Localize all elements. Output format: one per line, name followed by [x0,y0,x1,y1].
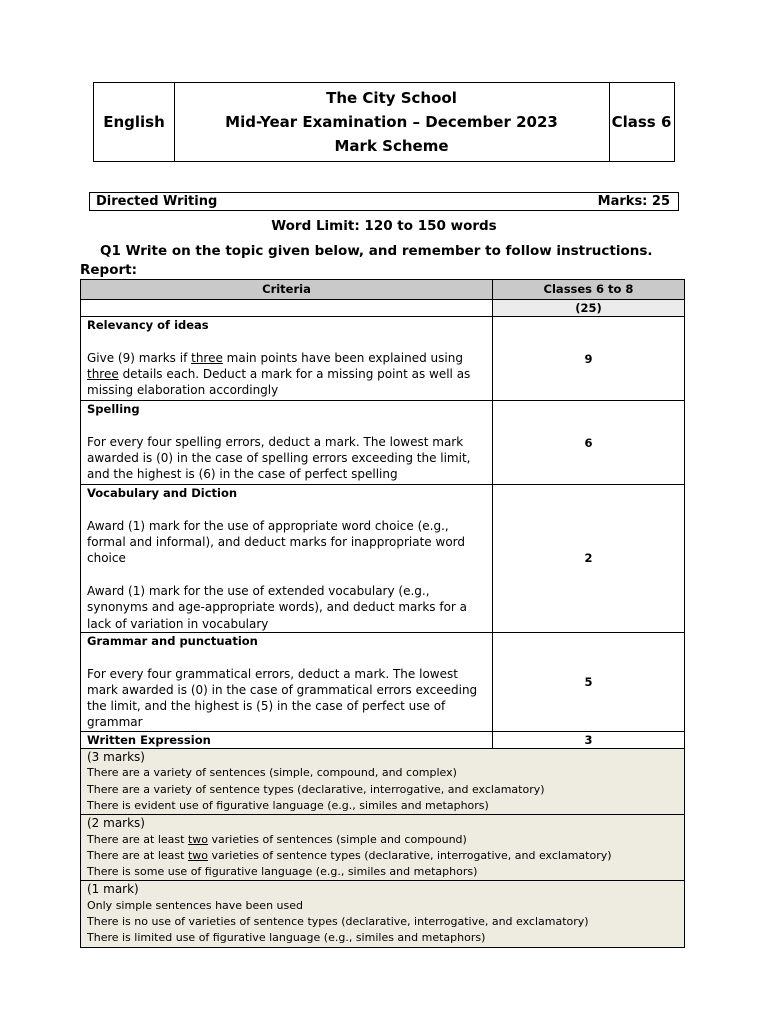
criterion-description: Award (1) mark for the use of extended vocabulary (e.g., synonyms and age-appropriate words), and deduct marks for a lack of variation in vocabulary [87,584,468,631]
band-line: There are a variety of sentences (simple, compound, and complex) [87,766,457,780]
criterion-mark: 9 [493,317,685,401]
band-line: There is no use of varieties of sentence types (declarative, interrogative, and exclamatory) [87,915,589,929]
line-part: There are at least [87,832,188,846]
criteria-header: Criteria [81,280,493,300]
rubric-table [80,279,685,948]
criterion-mark: 6 [493,401,685,485]
band-row [81,881,685,947]
table-row [81,731,685,748]
exam-header [93,82,675,162]
report-label: Report: [80,262,137,278]
band-cell [81,881,685,947]
criterion-name: Grammar and punctuation [87,633,258,648]
line-part: varieties of sentence types (declarative, interrogative, and exclamatory) [208,848,612,862]
criterion-cell [81,485,493,633]
document-type: Mark Scheme [334,137,449,155]
criterion-mark: 2 [493,485,685,633]
band-row [81,749,685,815]
band-title: (2 marks) [87,816,145,831]
band-row [81,815,685,881]
exam-name: Mid-Year Examination – December 2023 [225,113,558,131]
table-row [81,632,685,731]
section-title: Directed Writing [96,194,218,209]
section-marks: Marks: 25 [597,194,670,209]
classes-header: Classes 6 to 8 [493,280,685,300]
band-line [87,848,678,864]
exam-title-cell [174,83,610,161]
band-line: Only simple sentences have been used [87,898,303,912]
desc-underline: three [191,350,223,365]
criterion-description: For every four spelling errors, deduct a mark. The lowest mark awarded is (0) in the case of spelling errors exceeding the limit, and the highest is (6) in the case of perfect spelling [87,434,471,482]
table-row [81,401,685,485]
criterion-cell [81,401,493,485]
criterion-name: Written Expression [81,731,493,748]
desc-underline: three [87,367,119,382]
section-bar [89,192,679,211]
line-underline: two [187,848,208,862]
band-line: There is limited use of figurative language (e.g., similes and metaphors) [87,931,486,945]
desc-part: Give (9) marks if [87,350,192,365]
band-line: There is some use of figurative language (e.g., similes and metaphors) [87,865,478,879]
line-underline: two [187,832,208,846]
criterion-description [87,350,486,399]
criterion-mark: 3 [493,731,685,748]
class-cell: Class 6 [611,113,672,131]
school-name: The City School [326,89,457,107]
criterion-name: Spelling [87,402,140,417]
band-line: There are a variety of sentence types (declarative, interrogative, and exclamatory) [87,782,545,796]
subject-cell: English [94,83,175,161]
band-title: (1 mark) [87,882,139,897]
band-cell [81,815,685,881]
criterion-cell [81,317,493,401]
desc-part: main points have been explained using [222,350,463,365]
line-part: There are at least [87,848,188,862]
criterion-name: Vocabulary and Diction [87,486,238,501]
band-line [87,832,678,848]
total-empty-cell [81,300,493,317]
band-title: (3 marks) [87,750,145,765]
band-cell [81,749,685,815]
criterion-description: Award (1) mark for the use of appropriate word choice (e.g., formal and informal), and deduct marks for inappropriate word choice [87,518,465,566]
desc-part: details each. Deduct a mark for a missing point as well as missing elaboration accordingly [87,367,471,398]
line-part: varieties of sentences (simple and compound) [208,832,467,846]
band-line: There is evident use of figurative language (e.g., similes and metaphors) [87,798,489,812]
word-limit: Word Limit: 120 to 150 words [271,218,497,234]
question-text: Q1 Write on the topic given below, and remember to follow instructions. [100,243,653,259]
criterion-description: For every four grammatical errors, deduct a mark. The lowest mark awarded is (0) in the case of grammatical errors exceeding the limit, and the highest is (5) in the case of perfect use of grammar [87,666,478,730]
criterion-mark: 5 [493,632,685,731]
total-row [81,300,685,317]
criterion-name: Relevancy of ideas [87,318,209,333]
table-row [81,485,685,633]
table-header-row [81,280,685,300]
table-row [81,317,685,401]
total-marks: (25) [493,300,685,317]
criterion-cell [81,632,493,731]
